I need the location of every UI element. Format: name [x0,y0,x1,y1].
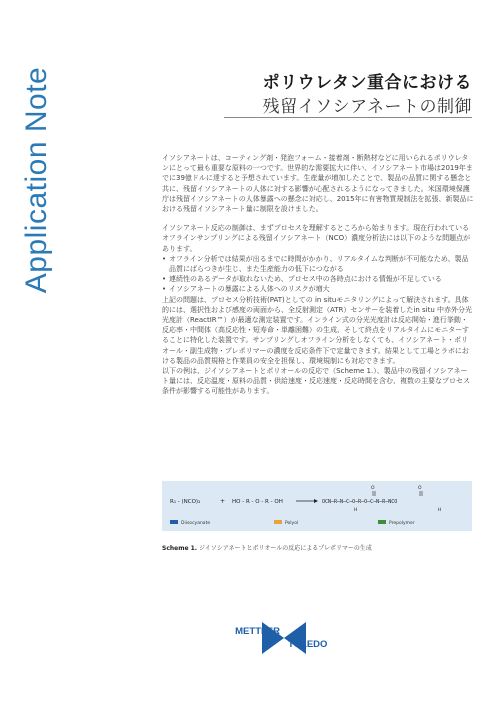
problem-list [162,254,474,295]
caption-label: Scheme 1. [162,545,198,552]
body-text [162,153,474,406]
oxygen-label: O [371,486,375,491]
mettler-toledo-logo [214,614,354,662]
reaction-scheme [162,481,472,531]
title-line-2: 残留イソシアネートの制御 [262,97,472,117]
reactant-diisocyanate: R₁ - (NCO)₂ [170,499,201,505]
legend-label: Prepolymer [389,521,415,526]
application-note-side-title [14,30,60,330]
legend-label: Polyol [285,521,299,526]
title-line-1: ポリウレタン重合における [262,73,472,93]
logo-mark [214,614,354,662]
legend-polyol [274,520,298,526]
caption-text: ジイソシアネートとポリオールの反応によるプレポリマーの生成 [199,545,372,552]
scheme-caption [162,543,372,552]
reactant-polyol: HO - R - O - R - OH [232,499,283,505]
hydrogen-label: H [354,508,358,513]
product-prepolymer: OCN─R─N─C─O─R─O─C─N─R─NCO [322,499,398,505]
legend-diisocyanate [170,520,210,526]
list-item: • 連続性のあるデータが取れないため、プロセス中の各時点における情報が不足している [162,274,474,284]
plus-sign: + [220,498,226,505]
example-paragraph: 以下の例は、ジイソシアネートとポリオールの反応で（Scheme 1.）、製品中の残留イソシアネート量には、反応温度・原料の品質・供給速度・反応速度・反応時間を含む、複数の主要なプロセス条件が影響する可能性があります。 [162,367,470,396]
intro-paragraph: イソシアネートは、コーティング剤・発泡フォーム・接着剤・断熱材などに用いられるポリウレタンにとって最も重要な原料の一つです。世界的な需要拡大に伴い、イソシアネート市場は2019年までに39億ドルに達すると予想されています。生産量が増加したことで、製品の品質に関する懸念と共に、残留イソシアネートの人体に対する影響が心配されるようになってきました。米国環境保護庁は残留イソシアネートの人体暴露への懸念に対応し、2015年に有害物質規制法を拡張、新製品における残留イソシアネート量に制限を設けました。 [162,154,474,214]
oxygen-label: O [418,486,422,491]
svg-text:TOLEDO: TOLEDO [288,639,328,650]
problem-paragraph: イソシアネート反応の制御は、まずプロセスを理解するところから始まります。現在行われているオフラインサンプリングによる残留イソシアネート（NCO）濃度分析法には以下のような問題点があります。 [162,224,471,253]
title-divider [224,117,472,118]
list-item: • イソシアネートの暴露による人体へのリスクが増大 [162,284,474,294]
solution-paragraph: 上記の問題は、プロセス分析技術(PAT)としての in situモニタリングによって解決されます。具体的には、選択性および感度の両面から、全反射測定（ATR）センサーを装着したin situ 中赤外分光光度計（ReactIR™）が最適な測定装置です。インライン式の分光光度計は反応開始・進行挙動・反応率・中間体（高反応性・短寿命・単離困難）の生成、そして終点をリアルタイムにモニターすることに特化した装置です。サンプリングしオフライン分析をしなくても、イソシアネート・ポリオール・副生成物・プレポリマーの濃度を反応条件下で定量できます。結果として工場とラボにおける製品の品質規格と作業員の安全を担保し、環境規制にも対応できます。 [162,295,472,365]
carbonyl-marks [373,491,422,496]
list-item: • オフライン分析では結果が出るまでに時間がかかり、リアルタイムな判断が不可能なため、製品品質にばらつきが生じ、また生産能力の低下につながる [162,254,474,274]
svg-text:METTLER: METTLER [235,626,280,637]
legend-prepolymer [378,520,415,526]
legend-label: Diisocyanate [181,521,211,526]
reaction-scheme-figure [162,481,472,531]
hydrogen-label: H [438,508,442,513]
reaction-arrow [296,499,318,503]
side-title-text: Application Note [20,66,53,294]
